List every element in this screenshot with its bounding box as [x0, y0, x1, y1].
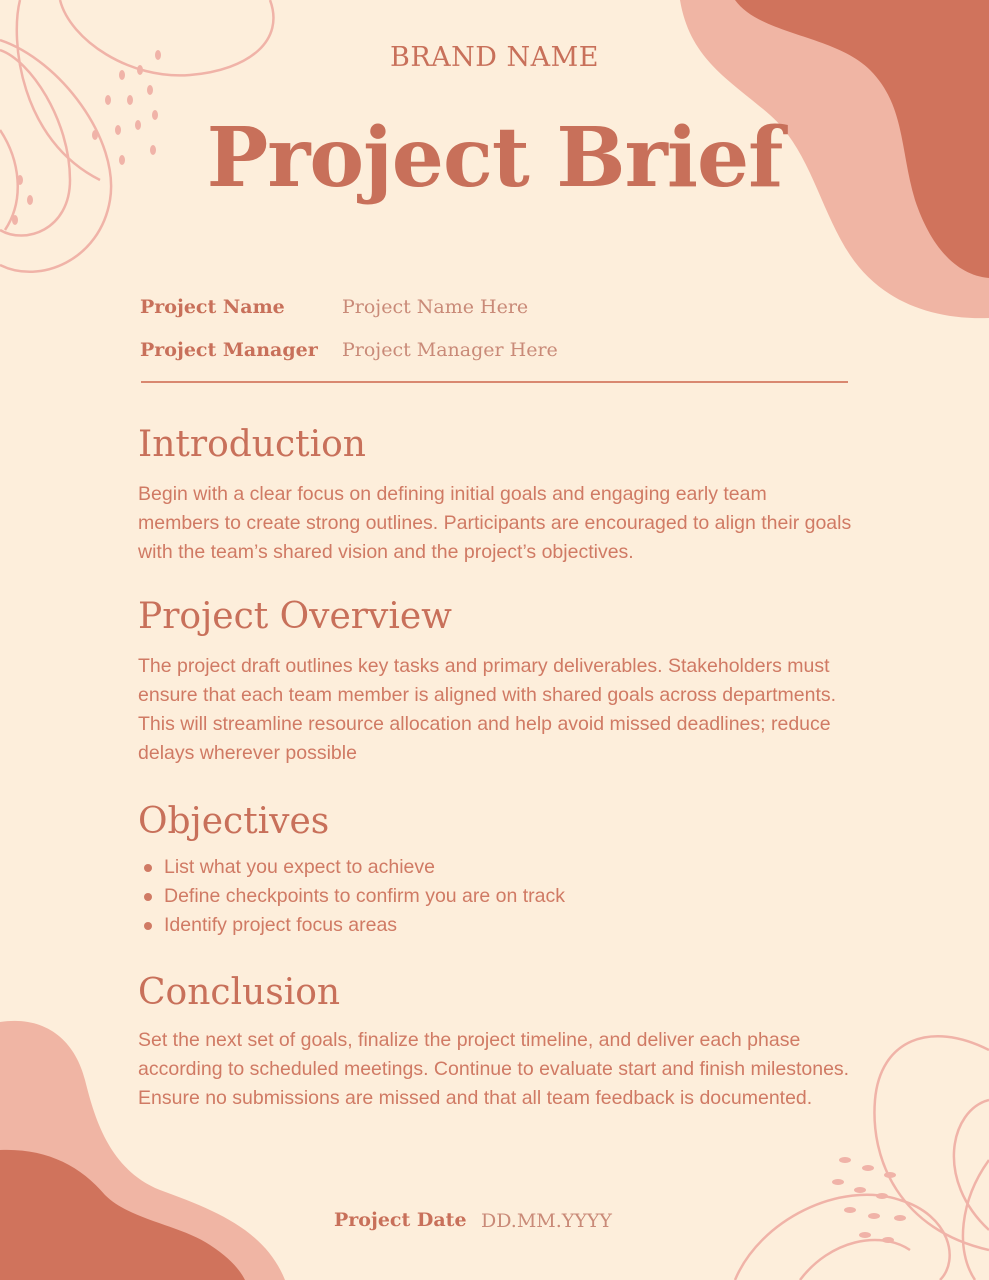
conclusion-heading: Conclusion — [138, 972, 341, 1013]
project-date-value: DD.MM.YYYY — [481, 1210, 612, 1232]
objectives-heading: Objectives — [138, 801, 330, 842]
introduction-text: Begin with a clear focus on defining initial goals and engaging early team members to create strong outlines. Participants are encouraged to align their goals with the team’s shared vision and the project’s objectives. — [138, 483, 852, 563]
project-date-label: Project Date — [334, 1209, 467, 1231]
project-manager-row — [140, 339, 860, 369]
header-divider — [141, 381, 848, 383]
list-item — [138, 911, 838, 940]
bullet-dot-icon — [144, 922, 152, 930]
objective-text: Define checkpoints to confirm you are on track — [164, 885, 566, 907]
bottom-right-dots — [832, 1157, 906, 1243]
bullet-dot-icon — [144, 864, 152, 872]
list-item — [138, 853, 838, 882]
introduction-heading: Introduction — [138, 424, 366, 465]
project-manager-label: Project Manager — [140, 339, 318, 361]
conclusion-text: Set the next set of goals, finalize the project timeline, and deliver each phase according to scheduled meetings. Continue to evaluate start and finish milestones. Ensure no submissions are missed and that all team feedback is documented. — [138, 1029, 850, 1109]
list-item — [138, 882, 838, 911]
overview-text: The project draft outlines key tasks and primary deliverables. Stakeholders must ensure that each team member is aligned with shared goals across departments. This will streamline resource allocation and help avoid missed deadlines; reduce delays wherever possible — [138, 655, 837, 764]
project-name-label: Project Name — [140, 296, 285, 318]
project-name-row — [140, 296, 860, 326]
objective-text: Identify project focus areas — [164, 914, 398, 936]
brand-name: BRAND NAME — [389, 42, 599, 73]
objectives-list — [138, 853, 838, 940]
project-manager-value: Project Manager Here — [342, 339, 558, 361]
overview-heading: Project Overview — [138, 596, 452, 637]
objective-text: List what you expect to achieve — [164, 856, 435, 878]
bullet-dot-icon — [144, 893, 152, 901]
page-title: Project Brief — [206, 110, 783, 206]
project-name-value: Project Name Here — [342, 296, 529, 318]
